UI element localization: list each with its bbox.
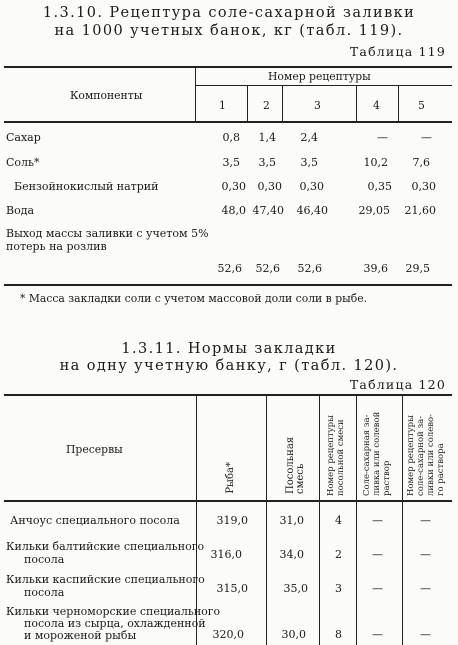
- cell-value: 47,40: [252, 204, 284, 217]
- cell-mix: 31,0: [279, 514, 304, 527]
- cell-mix: 35,0: [283, 582, 308, 595]
- header-recipe-4: 4: [373, 99, 380, 112]
- cell-value: 0,30: [221, 180, 246, 193]
- table-rule: [282, 85, 283, 121]
- row-label-line: посола из сырца, охлажденной: [24, 617, 206, 630]
- cell-value: —: [421, 131, 432, 144]
- cell-recipe: 2: [335, 548, 342, 561]
- row-label: Сахар: [6, 131, 41, 144]
- cell-value: 39,6: [363, 262, 388, 275]
- header-fish: Рыба*: [225, 462, 236, 494]
- cell-value: 48,0: [221, 204, 246, 217]
- cell-fish: 320,0: [212, 628, 244, 641]
- cell-recipe: 8: [335, 628, 342, 641]
- header-sugar-salt-fill: Соле-сахарная за- ливка или солевой раствор: [362, 411, 392, 496]
- header-recipe-3: 3: [314, 99, 321, 112]
- header-recipe-2: 2: [263, 99, 270, 112]
- cell-fish: 319,0: [216, 514, 248, 527]
- header-recipe-number-mix: Номер рецептуры посольной смеси: [326, 415, 346, 496]
- row-label-line: Кильки каспийские специального: [6, 573, 205, 586]
- cell-recipe: 3: [335, 582, 342, 595]
- cell-value: 0,30: [411, 180, 436, 193]
- header-components: Компоненты: [70, 89, 143, 102]
- table-rule: [4, 121, 452, 123]
- cell-value: 0,35: [367, 180, 392, 193]
- table-rule: [247, 85, 248, 121]
- row-label-line: посола: [24, 586, 65, 599]
- header-recipe-5: 5: [418, 99, 425, 112]
- cell-value: 46,40: [296, 204, 328, 217]
- section-1-title-line-1: 1.3.10. Рецептура соле-сахарной заливки: [42, 5, 416, 21]
- cell-fill-recipe: —: [420, 582, 431, 595]
- section-2-title-line-1: 1.3.11. Нормы закладки: [121, 341, 337, 357]
- table-rule: [4, 284, 452, 286]
- row-label-line: Анчоус специального посола: [10, 514, 180, 527]
- cell-value: 52,6: [255, 262, 280, 275]
- cell-value: 52,6: [297, 262, 322, 275]
- footnote: * Масса закладки соли с учетом массовой доли соли в рыбе.: [20, 292, 368, 305]
- cell-value: 0,30: [299, 180, 324, 193]
- header-recipe-number-fill: Номер рецептуры соле-сахарной за- ливки или солево- го раствора: [406, 413, 446, 496]
- table-rule: [195, 66, 196, 121]
- row-label-line: Кильки черноморские специального: [6, 605, 221, 618]
- cell-fill-recipe: —: [420, 548, 431, 561]
- cell-recipe: 4: [335, 514, 342, 527]
- row-label-line-2: потерь на розлив: [6, 240, 107, 253]
- row-label-line: и мороженой рыбы: [24, 629, 137, 642]
- table-rule: [4, 394, 452, 396]
- table-rule: [356, 85, 357, 121]
- row-label-line-1: Выход массы заливки с учетом 5%: [6, 227, 209, 240]
- table-rule: [398, 85, 399, 121]
- row-label: Соль*: [6, 156, 40, 169]
- cell-mix: 34,0: [279, 548, 304, 561]
- table-120-number: Таблица 120: [349, 377, 446, 392]
- cell-fill: —: [372, 548, 383, 561]
- cell-value: —: [377, 131, 388, 144]
- cell-value: 3,5: [222, 156, 240, 169]
- cell-fill-recipe: —: [420, 628, 431, 641]
- cell-mix: 30,0: [281, 628, 306, 641]
- cell-fish: 316,0: [210, 548, 242, 561]
- cell-value: 10,2: [363, 156, 388, 169]
- cell-value: 7,6: [412, 156, 430, 169]
- section-2-title-line-2: на одну учетную банку, г (табл. 120).: [59, 358, 399, 374]
- cell-value: 0,8: [222, 131, 240, 144]
- header-recipe-1: 1: [219, 99, 226, 112]
- row-label: Вода: [6, 204, 35, 217]
- row-label: Бензойнокислый натрий: [14, 180, 159, 193]
- row-label-line: посола: [24, 553, 65, 566]
- table-119-number: Таблица 119: [349, 44, 446, 59]
- cell-value: 3,5: [258, 156, 276, 169]
- row-label-line: Кильки балтийские специального: [6, 540, 205, 553]
- cell-value: 0,30: [257, 180, 282, 193]
- cell-value: 2,4: [300, 131, 318, 144]
- table-rule: [356, 394, 357, 645]
- cell-fish: 315,0: [216, 582, 248, 595]
- cell-fill: —: [372, 628, 383, 641]
- cell-value: 29,5: [405, 262, 430, 275]
- section-1-title-line-2: на 1000 учетных банок, кг (табл. 119).: [54, 23, 404, 39]
- cell-fill-recipe: —: [420, 514, 431, 527]
- cell-fill: —: [372, 514, 383, 527]
- cell-fill: —: [372, 582, 383, 595]
- cell-value: 29,05: [358, 204, 390, 217]
- table-rule: [4, 66, 452, 68]
- header-preserves: Пресервы: [66, 443, 123, 456]
- cell-value: 21,60: [404, 204, 436, 217]
- table-rule: [195, 85, 452, 86]
- cell-value: 1,4: [258, 131, 276, 144]
- header-recipe-number: Номер рецептуры: [268, 70, 371, 83]
- table-rule: [4, 500, 452, 502]
- header-salt-mix: Посольная смесь: [285, 436, 306, 494]
- cell-value: 3,5: [300, 156, 318, 169]
- cell-value: 52,6: [217, 262, 242, 275]
- table-rule: [402, 394, 403, 645]
